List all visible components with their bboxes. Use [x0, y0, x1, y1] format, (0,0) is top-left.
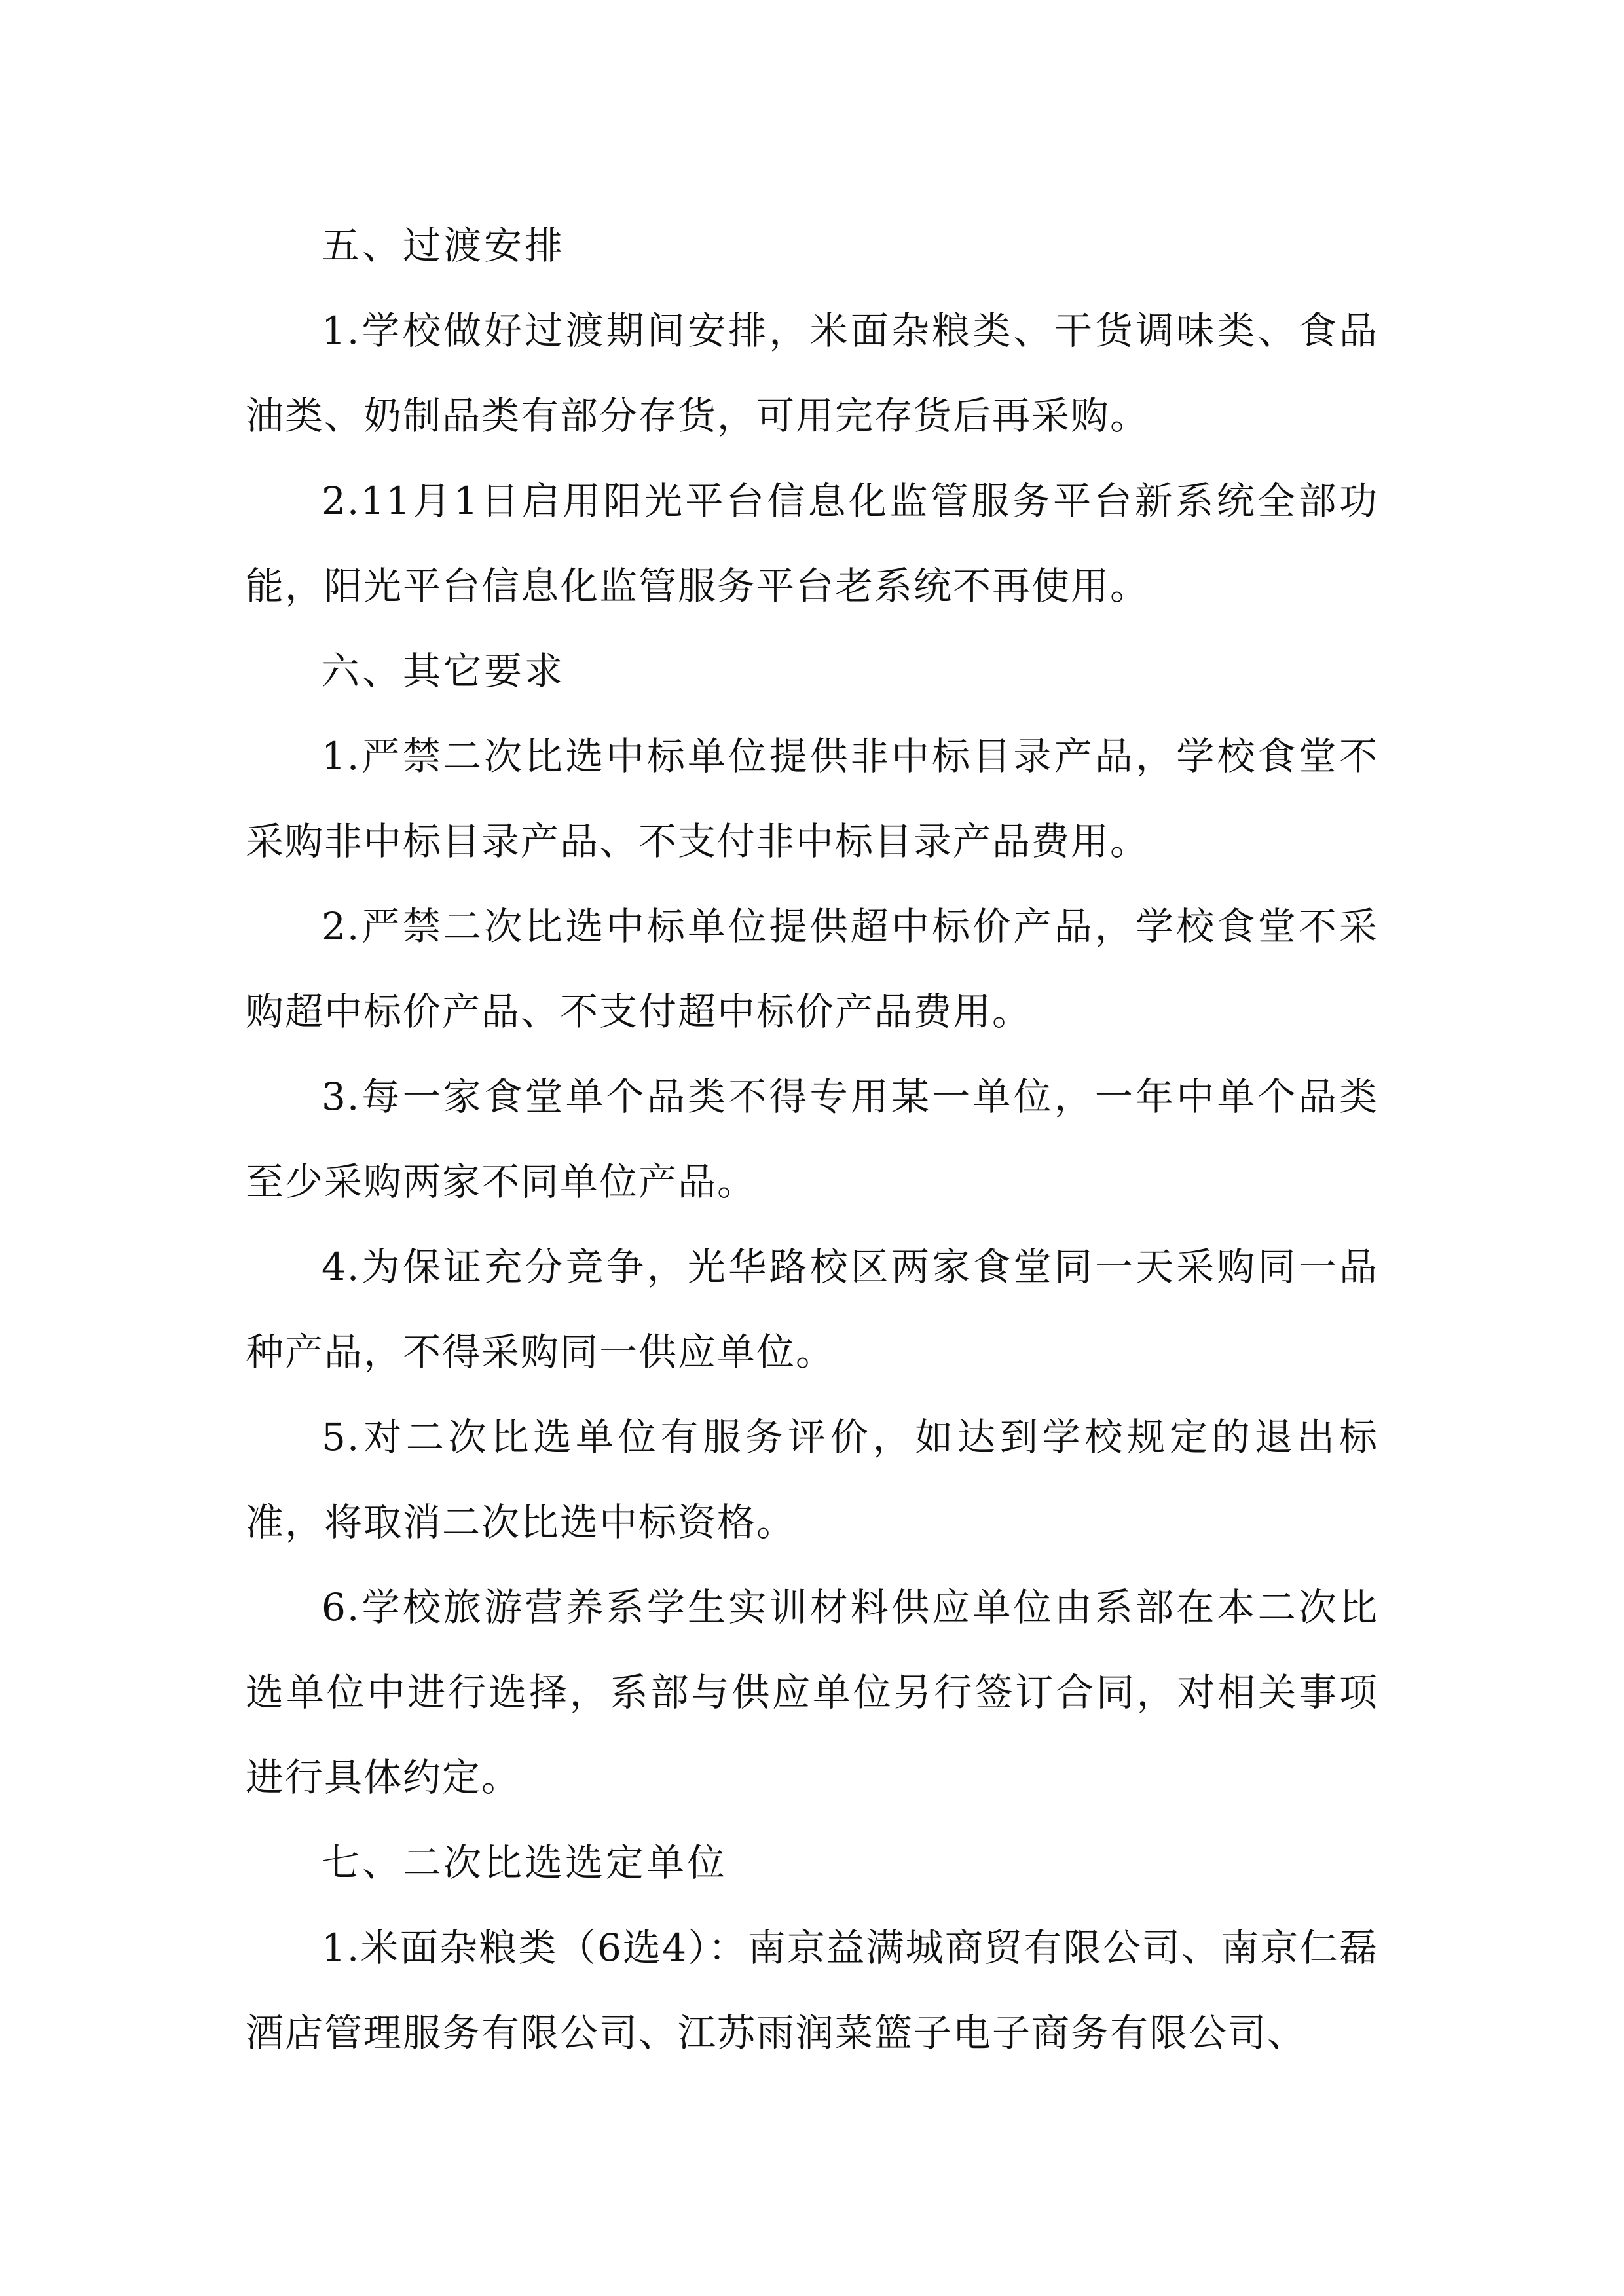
paragraph-requirement-1: 1.严禁二次比选中标单位提供非中标目录产品，学校食堂不采购非中标目录产品、不支付非中标目录产品费用。 — [246, 734, 1378, 864]
paragraph-selected-units-1: 1.米面杂粮类（6选4）：南京益满城商贸有限公司、南京仁磊酒店管理服务有限公司、江苏雨润菜篮子电子商务有限公司、 — [246, 1925, 1378, 2055]
paragraph-requirement-6: 6.学校旅游营养系学生实训材料供应单位由系部在本二次比选单位中进行选择，系部与供应单位另行签订合同，对相关事项进行具体约定。 — [246, 1585, 1378, 1800]
paragraph-transition-2: 2.11月1日启用阳光平台信息化监管服务平台新系统全部功能，阳光平台信息化监管服务平台老系统不再使用。 — [246, 479, 1378, 608]
paragraph-requirement-4: 4.为保证充分竞争，光华路校区两家食堂同一天采购同一品种产品，不得采购同一供应单位。 — [246, 1245, 1378, 1374]
paragraph-requirement-2: 2.严禁二次比选中标单位提供超中标价产品，学校食堂不采购超中标价产品、不支付超中标价产品费用。 — [246, 904, 1378, 1034]
paragraph-requirement-3: 3.每一家食堂单个品类不得专用某一单位，一年中单个品类至少采购两家不同单位产品。 — [246, 1074, 1378, 1204]
paragraph-requirement-5: 5.对二次比选单位有服务评价，如达到学校规定的退出标准，将取消二次比选中标资格。 — [246, 1415, 1378, 1544]
section-heading-other-requirements: 六、其它要求 — [322, 649, 566, 693]
section-heading-selected-units: 七、二次比选选定单位 — [322, 1840, 728, 1885]
section-heading-transition: 五、过渡安排 — [322, 223, 566, 268]
document-body — [246, 203, 1378, 2075]
paragraph-transition-1: 1.学校做好过渡期间安排，米面杂粮类、干货调味类、食品油类、奶制品类有部分存货，可用完存货后再采购。 — [246, 308, 1378, 438]
